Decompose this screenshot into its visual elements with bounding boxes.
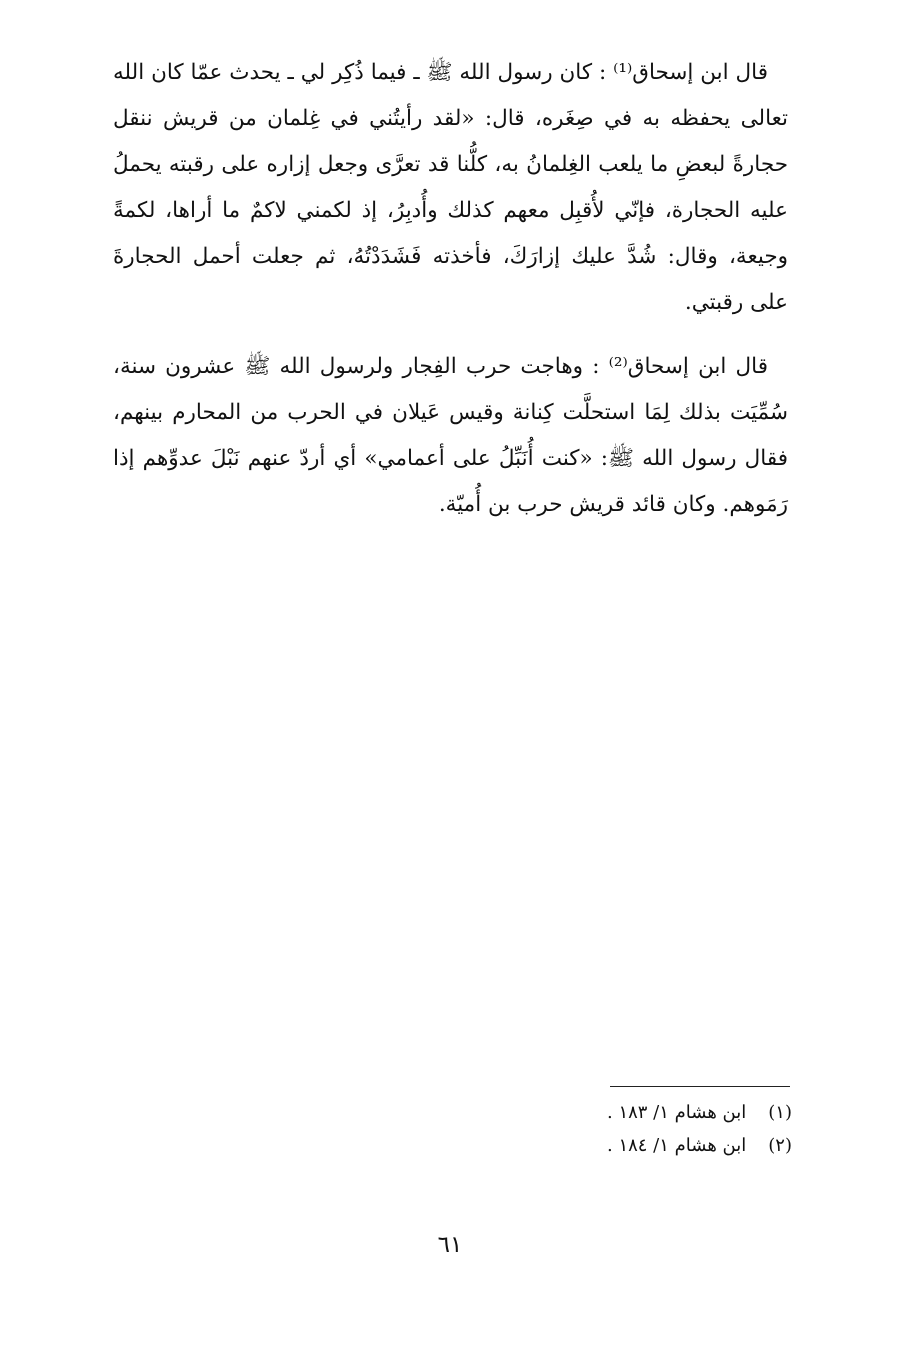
footnote-1 [432, 1096, 792, 1129]
main-text [113, 50, 788, 528]
footnotes [432, 1096, 792, 1162]
footnote-text: ابن هشام ١/ ١٨٤ . [606, 1135, 747, 1156]
footnote-text: ابن هشام ١/ ١٨٣ . [606, 1102, 747, 1123]
footnote-divider [610, 1086, 790, 1087]
footnote-number: (٢) [768, 1135, 792, 1156]
footnote-number: (١) [768, 1102, 792, 1123]
footnote-2 [432, 1129, 792, 1162]
paragraph-2: قال ابن إسحاق⁽²⁾ : وهاجت حرب الفِجار ولرسول الله ﷺ عشرون سنة، سُمِّيَت بذلك لِمَا استحلَّت كِنانة وقيس عَيلان في الحرب من المحارم بينهم، فقال رسول الله ﷺ: «كنت أُنَبِّلُ على أعمامي» أي أردّ عنهم نَبْلَ عدوِّهم إذا رَمَوهم. وكان قائد قريش حرب بن أُميّة. [113, 354, 788, 517]
page-number: ٦١ [437, 1232, 463, 1258]
paragraph-1: قال ابن إسحاق⁽¹⁾ : كان رسول الله ﷺ ـ فيما ذُكِر لي ـ يحدث عمّا كان الله تعالى يحفظه به في صِغَره، قال: «لقد رأيتُني في غِلمان من قريش ننقل حجارةً لبعضِ ما يلعب الغِلمانُ به، كلُّنا قد تعرَّى وجعل إزاره على رقبته يحملُ عليه الحجارة، فإنّي لأُقبِل معهم كذلك وأُدبِرُ، إذ لكمني لاكمٌ ما أراها، لكمةً وجيعة، وقال: شُدَّ عليك إزارَكَ، فأخذته فَشَدَدْتُهُ، ثم جعلت أحمل الحجارةَ على رقبتي. [113, 60, 788, 315]
